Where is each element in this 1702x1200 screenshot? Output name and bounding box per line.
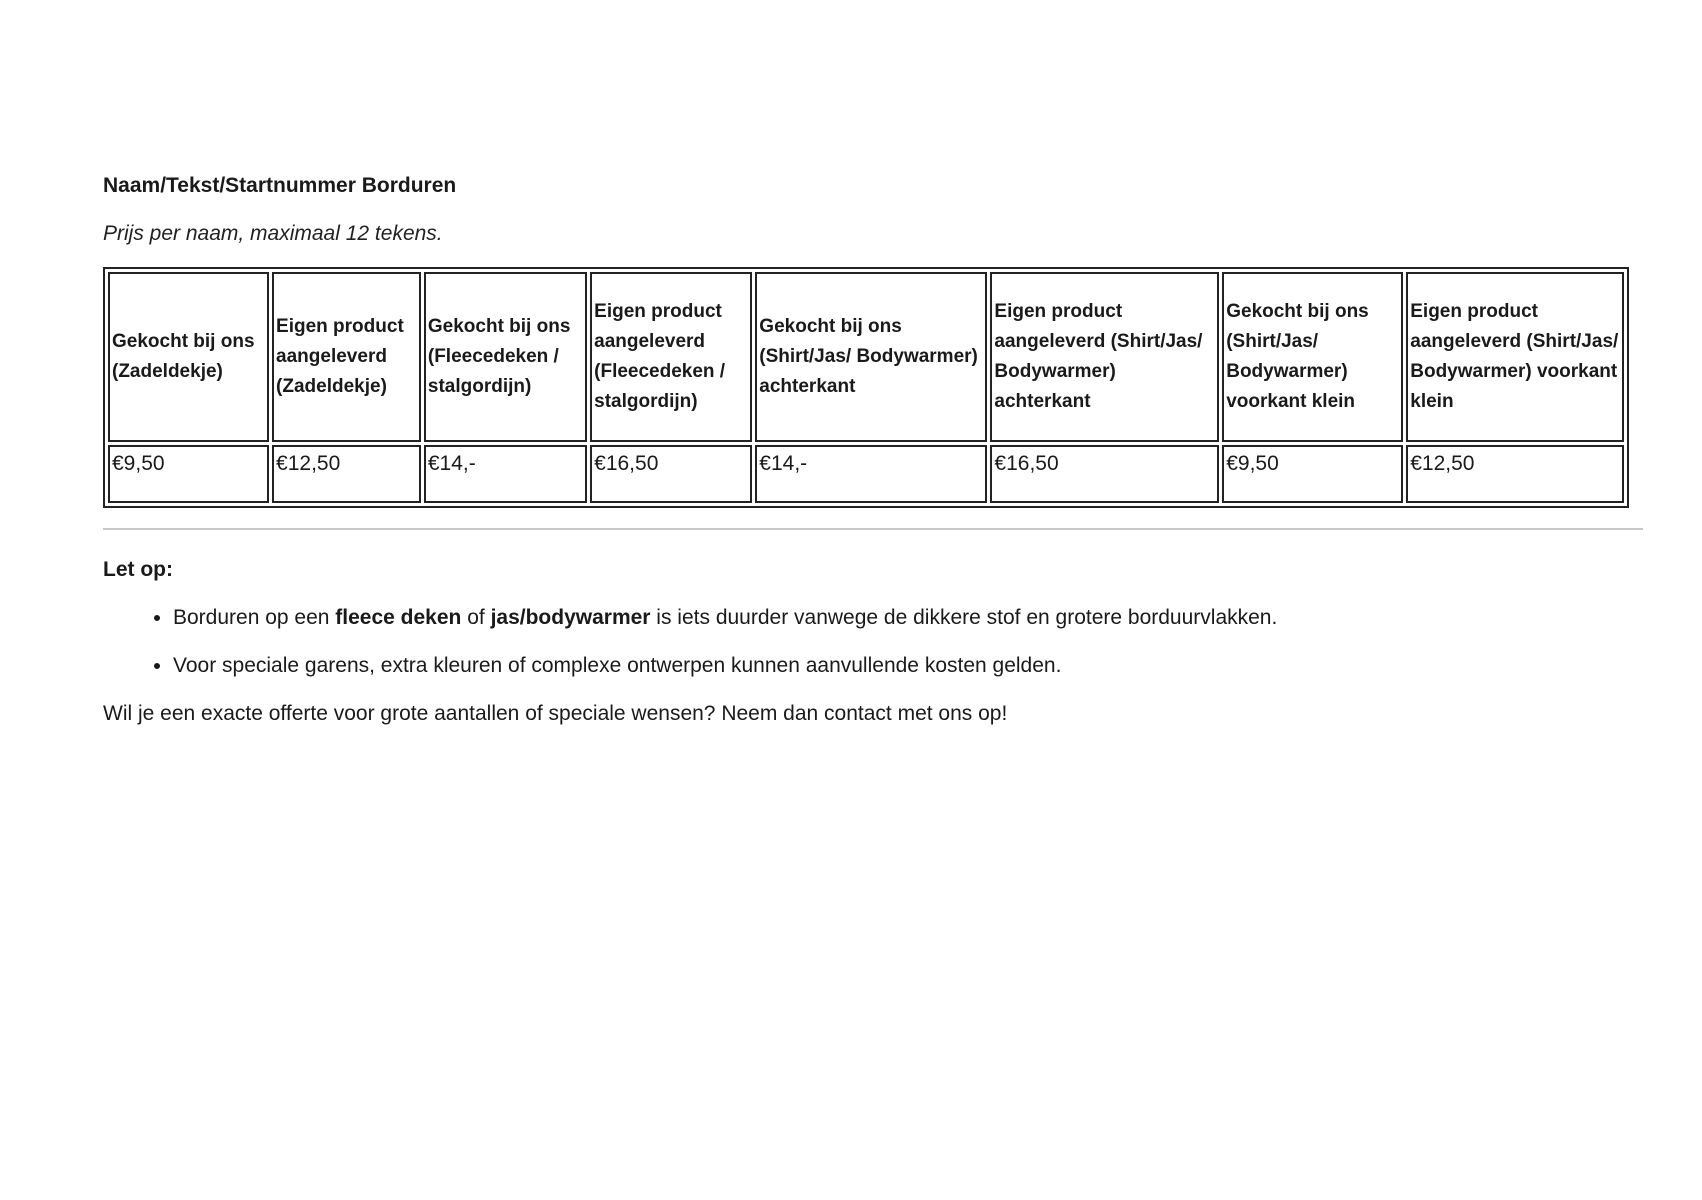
notes-title: Let op: <box>103 558 173 581</box>
price-cell: €14,- <box>755 445 987 503</box>
table-header-cell: Eigen product aangeleverd (Fleecedeken / stalgordijn) <box>590 272 752 442</box>
table-header-cell: Gekocht bij ons (Zadeldekje) <box>108 272 269 442</box>
table-header-cell: Eigen product aangeleverd (Shirt/Jas/ Bodywarmer) achterkant <box>990 272 1219 442</box>
table-header-row <box>108 272 1624 442</box>
price-cell: €12,50 <box>272 445 421 503</box>
section-title: Naam/Tekst/Startnummer Borduren <box>103 174 457 197</box>
table-header-cell: Gekocht bij ons (Shirt/Jas/ Bodywarmer) achterkant <box>755 272 987 442</box>
price-cell: €12,50 <box>1406 445 1624 503</box>
table-header-cell: Gekocht bij ons (Shirt/Jas/ Bodywarmer) voorkant klein <box>1222 272 1403 442</box>
note-text: of <box>461 606 491 629</box>
list-item <box>173 604 1643 632</box>
table-row <box>108 445 1624 503</box>
price-cell: €9,50 <box>108 445 269 503</box>
section-subtitle: Prijs per naam, maximaal 12 tekens. <box>103 222 443 245</box>
price-cell: €16,50 <box>590 445 752 503</box>
note-emphasis: jas/bodywarmer <box>490 606 651 629</box>
price-cell: €14,- <box>424 445 587 503</box>
table-header-cell: Eigen product aangeleverd (Zadeldekje) <box>272 272 421 442</box>
closing-text: Wil je een exacte offerte voor grote aantallen of speciale wensen? Neem dan contact met ons op! <box>103 702 1008 725</box>
list-item: • Voor speciale garens, extra kleuren of complexe ontwerpen kunnen aanvullende kosten gelden. <box>173 652 1643 680</box>
table-header-cell: Gekocht bij ons (Fleecedeken / stalgordijn) <box>424 272 587 442</box>
price-cell: €16,50 <box>990 445 1219 503</box>
divider <box>103 528 1643 530</box>
note-text: Borduren op een <box>173 606 336 629</box>
price-cell: €9,50 <box>1222 445 1403 503</box>
table-header-cell: Eigen product aangeleverd (Shirt/Jas/ Bodywarmer) voorkant klein <box>1406 272 1624 442</box>
page-content <box>103 170 1643 728</box>
note-text: is iets duurder vanwege de dikkere stof en grotere borduurvlakken. <box>650 606 1278 629</box>
price-table <box>103 267 1629 508</box>
notes-list <box>103 604 1643 680</box>
note-emphasis: fleece deken <box>335 606 462 629</box>
